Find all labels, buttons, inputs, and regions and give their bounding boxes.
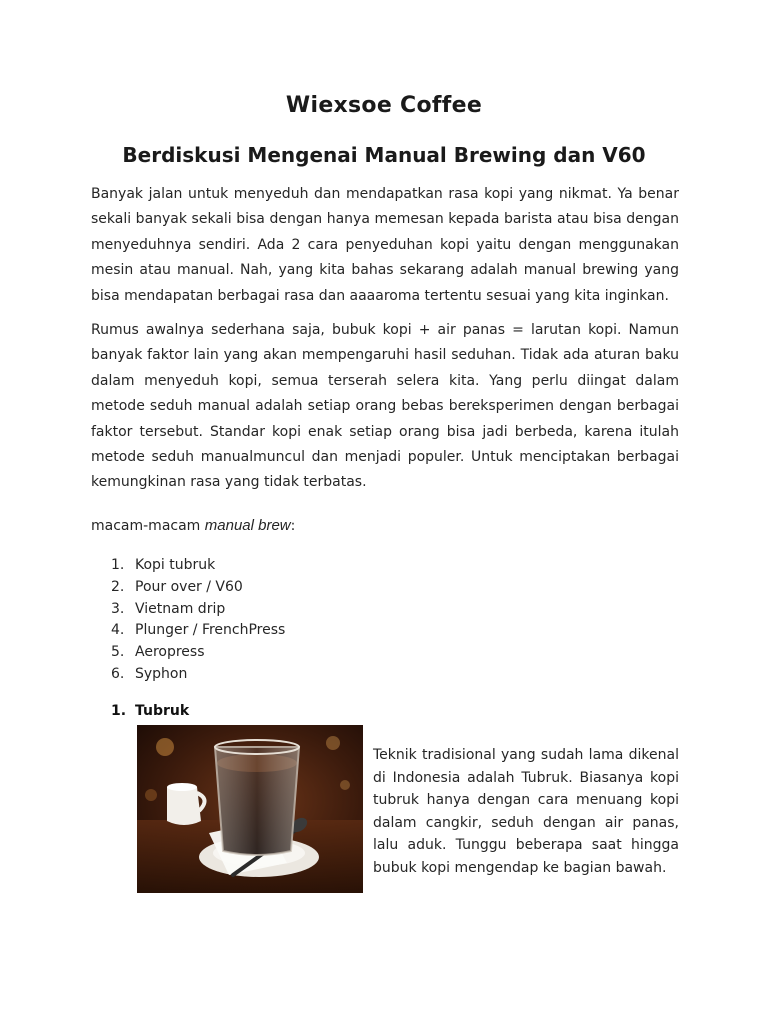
bokeh-light <box>326 736 340 750</box>
section-heading-tubruk <box>111 703 189 719</box>
brew-methods-list <box>111 555 285 686</box>
tubruk-description: Teknik tradisional yang sudah lama dikenal di Indonesia adalah Tubruk. Biasanya kopi tubruk hanya dengan cara menuang kopi dalam cangkir, seduh dengan air panas, lalu aduk. Tunggu beberapa saat hingga bubuk kopi mengendap ke bagian bawah. <box>373 747 679 876</box>
kopi-tubruk-illustration <box>137 725 363 893</box>
bokeh-light <box>340 780 350 790</box>
document-title: Wiexsoe Coffee <box>285 93 483 118</box>
list-item <box>111 555 285 577</box>
kopi-tubruk-photo <box>137 725 363 893</box>
paragraph-intro: Banyak jalan untuk menyeduh dan mendapatkan rasa kopi yang nikmat. Ya benar sekali banyak sekali bisa dengan hanya memesan kepada barista atau bisa dengan menyeduhnya sendiri. Ada 2 cara penyeduhan kopi yaitu dengan menggunakan mesin atau manual. Nah, yang kita bahas sekarang adalah manual brewing yang bisa mendapatan berbagai rasa dan aaaaroma tertentu sesuai yang kita inginkan. <box>91 186 679 304</box>
milk-pitcher <box>167 787 201 825</box>
glass-reflection <box>215 747 299 855</box>
list-item <box>111 642 285 664</box>
document-subtitle: Berdiskusi Mengenai Manual Brewing dan V60 <box>122 143 646 167</box>
paragraph-formula: Rumus awalnya sederhana saja, bubuk kopi + air panas = larutan kopi. Namun banyak faktor lain yang akan mempengaruhi hasil seduhan. Tidak ada aturan baku dalam menyeduh kopi, semua terserah selera kita. Yang perlu diingat dalam metode seduh manual adalah setiap orang bebas bereksperimen dengan berbagai faktor tersebut. Standar kopi enak setiap orang bisa jadi berbeda, karena itulah metode seduh manualmuncul dan menjadi populer. Untuk menciptakan berbagai kemungkinan rasa yang tidak terbatas. <box>91 322 679 491</box>
list-label: Syphon <box>135 665 188 682</box>
methods-intro <box>91 513 295 539</box>
list-label: Kopi tubruk <box>135 557 216 573</box>
list-number: 6. <box>111 665 125 682</box>
list-label: Plunger / FrenchPress <box>135 622 286 639</box>
list-label: Pour over / V60 <box>135 578 243 595</box>
list-item <box>111 577 285 599</box>
bokeh-light <box>145 789 157 801</box>
methods-intro-prefix: macam-macam <box>91 518 205 534</box>
methods-intro-emphasis: manual brew <box>204 517 291 534</box>
list-label: Aeropress <box>135 644 205 661</box>
list-item <box>111 664 285 686</box>
methods-intro-suffix: : <box>290 518 296 534</box>
list-number: 4. <box>111 622 125 639</box>
section-title: Tubruk <box>135 703 190 719</box>
list-item <box>111 599 285 621</box>
list-label: Vietnam drip <box>135 600 226 617</box>
pitcher-rim <box>167 783 197 791</box>
list-number: 2. <box>111 578 125 595</box>
list-number: 1. <box>111 557 125 573</box>
list-number: 5. <box>111 644 125 661</box>
bokeh-light <box>156 738 174 756</box>
list-number: 3. <box>111 600 125 617</box>
section-number: 1. <box>111 703 127 719</box>
list-item <box>111 620 285 642</box>
